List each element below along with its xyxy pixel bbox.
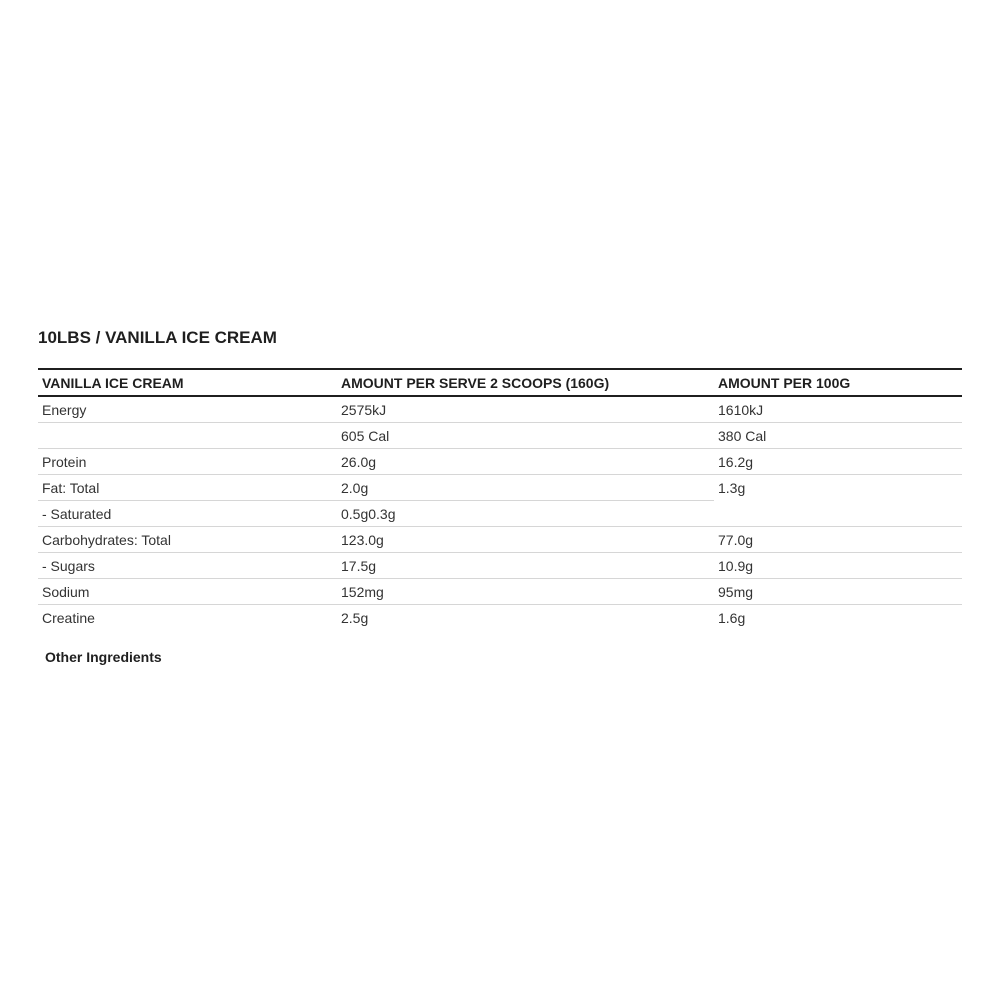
per-100g-value: 380 Cal bbox=[714, 423, 962, 449]
nutrient-name: Creatine bbox=[42, 609, 95, 626]
per-serve-value: 605 Cal bbox=[337, 423, 714, 449]
nutrient-name: - Sugars bbox=[38, 553, 337, 579]
nutrient-name: Carbohydrates: Total bbox=[38, 527, 337, 553]
table-row bbox=[38, 449, 962, 475]
per-100g-value: 95mg bbox=[714, 579, 962, 605]
nutrient-name: Protein bbox=[38, 449, 337, 475]
per-100g-value: 77.0g bbox=[714, 527, 962, 553]
nutrient-name: - Saturated bbox=[38, 501, 337, 527]
per-100g-value: 1.6g bbox=[718, 609, 746, 626]
per-100g-value: 16.2g bbox=[714, 449, 962, 475]
per-serve-value: 17.5g bbox=[337, 553, 714, 579]
table-row bbox=[38, 579, 962, 605]
per-serve-value: 152mg bbox=[337, 579, 714, 605]
table-row bbox=[38, 396, 962, 423]
table-header-row bbox=[38, 369, 962, 396]
table-row bbox=[38, 475, 962, 501]
table-row bbox=[38, 553, 962, 579]
table-row bbox=[38, 527, 962, 553]
table-row bbox=[38, 501, 962, 527]
per-serve-value: 26.0g bbox=[337, 449, 714, 475]
product-title: 10LBS / VANILLA ICE CREAM bbox=[38, 328, 277, 347]
per-serve-value: 2575kJ bbox=[337, 396, 714, 423]
other-ingredients-heading[interactable]: Other Ingredients bbox=[45, 649, 162, 665]
nutrient-name bbox=[38, 423, 337, 449]
table-row bbox=[38, 423, 962, 449]
nutrient-name: Fat: Total bbox=[38, 475, 337, 501]
per-100g-value: 1610kJ bbox=[714, 396, 962, 423]
per-serve-value: 123.0g bbox=[337, 527, 714, 553]
per-serve-value: 2.5g bbox=[341, 609, 369, 626]
table-row bbox=[38, 605, 962, 631]
nutrition-table bbox=[38, 368, 962, 630]
header-per-100g: AMOUNT PER 100G bbox=[714, 369, 962, 396]
per-100g-value: 10.9g bbox=[714, 553, 962, 579]
nutrient-name: Sodium bbox=[38, 579, 337, 605]
nutrient-name: Energy bbox=[38, 396, 337, 423]
per-serve-value: 2.0g bbox=[337, 475, 714, 501]
per-100g-value: 1.3g bbox=[718, 479, 746, 496]
per-serve-value: 0.5g0.3g bbox=[337, 501, 714, 527]
header-per-serve: AMOUNT PER SERVE 2 SCOOPS (160G) bbox=[337, 369, 714, 396]
per-100g-value bbox=[714, 501, 962, 527]
nutrition-panel bbox=[38, 326, 962, 666]
header-flavour: VANILLA ICE CREAM bbox=[38, 369, 337, 396]
